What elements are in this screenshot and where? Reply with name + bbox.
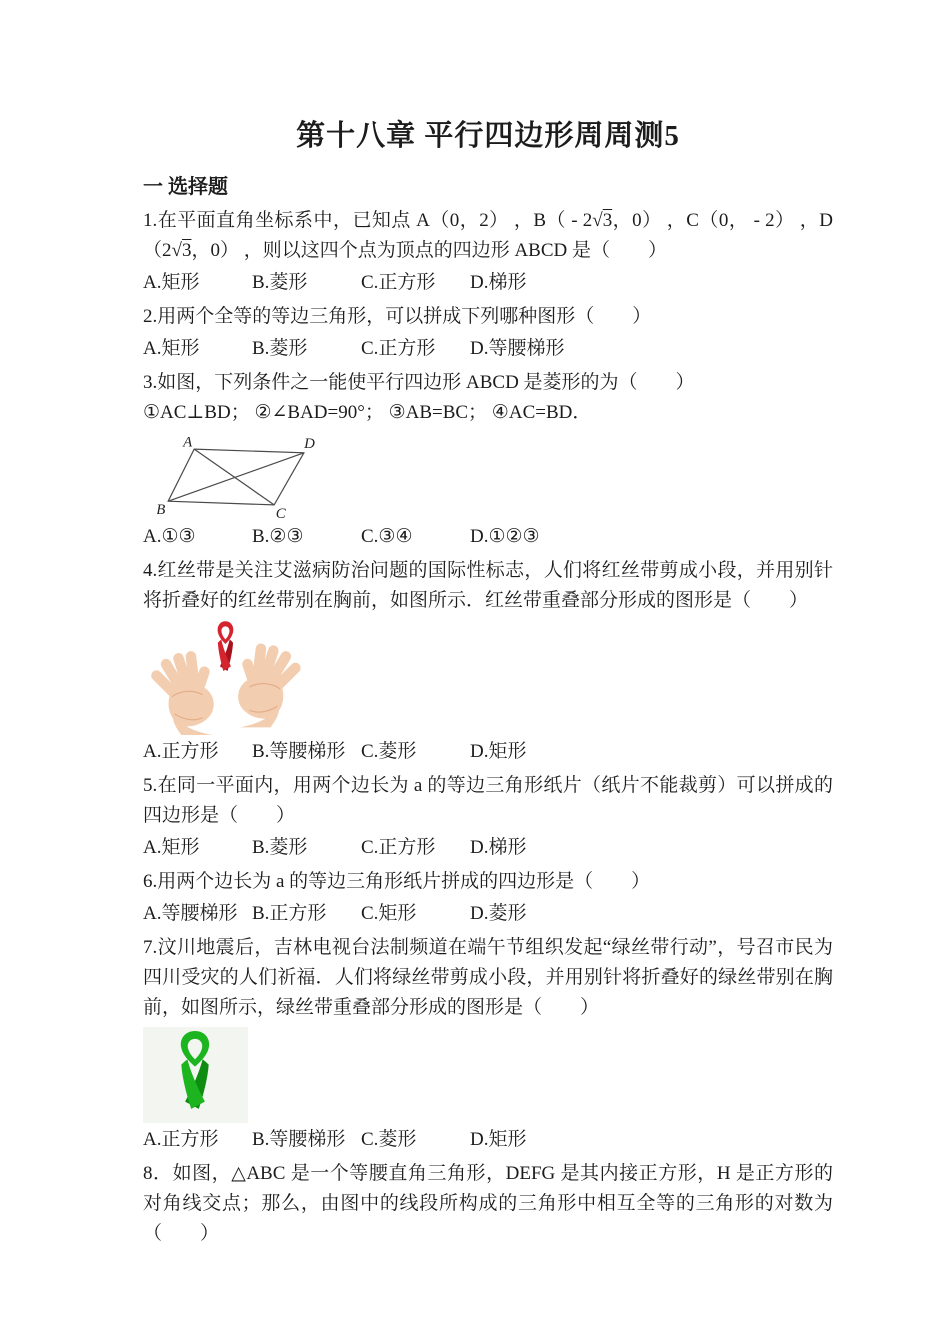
option: B.等腰梯形 xyxy=(252,741,346,762)
question-4-options xyxy=(143,737,833,767)
red-ribbon-hands-image xyxy=(143,620,833,735)
option: C.③④ xyxy=(361,526,413,547)
question-8-text: 8．如图，△ABC 是一个等腰直角三角形，DEFG 是其内接正方形，H 是正方形的对角线交点；那么，由图中的线段所构成的三角形中相互全等的三角形的对数为（ ） xyxy=(143,1163,833,1244)
question-1-options xyxy=(143,268,833,298)
question-3-conditions: ①AC⊥BD； ②∠BAD=90°； ③AB=BC； ④AC=BD． xyxy=(143,402,592,423)
option: B.等腰梯形 xyxy=(252,1129,346,1150)
option: A.等腰梯形 xyxy=(143,903,238,924)
sqrt-sign: √ xyxy=(592,210,603,231)
question-7-text: 7.汶川地震后，吉林电视台法制频道在端午节组织发起“绿丝带行动”，号召市民为四川受灾的人们祈福．人们将绿丝带剪成小段，并用别针将折叠好的绿丝带别在胸前，如图所示，绿丝带重叠部分形成的图形是（ ） xyxy=(143,937,833,1018)
option: B.菱形 xyxy=(252,338,308,359)
question-4-text: 4.红丝带是关注艾滋病防治问题的国际性标志，人们将红丝带剪成小段，并用别针将折叠好的红丝带别在胸前，如图所示．红丝带重叠部分形成的图形是（ ） xyxy=(143,560,833,611)
vertex-label-d: D xyxy=(304,436,315,453)
green-ribbon-image xyxy=(143,1027,833,1123)
question-2-options xyxy=(143,334,833,364)
option: D.梯形 xyxy=(470,272,527,293)
parallelogram-svg xyxy=(157,434,329,520)
hand-left xyxy=(156,656,213,735)
option: D.矩形 xyxy=(470,741,527,762)
question-3-options xyxy=(143,522,833,552)
sqrt-radicand: 3 xyxy=(602,210,613,231)
sqrt-sign: √ xyxy=(171,240,182,261)
option: A.矩形 xyxy=(143,272,200,293)
page-title: 第十八章 平行四边形周周测5 xyxy=(296,120,680,152)
parallelogram-figure xyxy=(157,434,833,520)
option: C.菱形 xyxy=(361,1129,417,1150)
option: D.矩形 xyxy=(470,1129,527,1150)
option: A.①③ xyxy=(143,526,196,547)
option: B.正方形 xyxy=(252,903,327,924)
option: B.菱形 xyxy=(252,837,308,858)
option: C.菱形 xyxy=(361,741,417,762)
option: D.等腰梯形 xyxy=(470,338,565,359)
option: A.正方形 xyxy=(143,1129,219,1150)
option: D.菱形 xyxy=(470,903,527,924)
option: B.②③ xyxy=(252,526,304,547)
vertex-label-b: B xyxy=(157,502,166,519)
option: C.矩形 xyxy=(361,903,417,924)
option: D.①②③ xyxy=(470,526,540,547)
hand-right xyxy=(238,649,295,728)
section-heading: 一 选择题 xyxy=(143,176,228,198)
question-7-options xyxy=(143,1125,833,1155)
red-ribbon-icon xyxy=(218,621,234,671)
vertex-label-c: C xyxy=(275,505,286,520)
option: A.矩形 xyxy=(143,338,200,359)
question-2-text: 2.用两个全等的等边三角形，可以拼成下列哪种图形（ ） xyxy=(143,306,652,327)
vertex-label-a: A xyxy=(183,434,193,451)
option: B.菱形 xyxy=(252,272,308,293)
option: C.正方形 xyxy=(361,837,436,858)
question-5-options xyxy=(143,833,833,863)
question-1-text: 1.在平面直角坐标系中，已知点 A（0，2） ，B（ - 2√3，0） ，C（0， - 2） ，D（2√3，0） ，则以这四个点为顶点的四边形 ABCD 是（ ） xyxy=(143,210,833,261)
question-6-options xyxy=(143,899,833,929)
option: A.矩形 xyxy=(143,837,200,858)
question-5-text: 5.在同一平面内，用两个边长为 a 的等边三角形纸片（纸片不能裁剪）可以拼成的四边形是（ ） xyxy=(143,775,833,826)
option: A.正方形 xyxy=(143,741,219,762)
option: D.梯形 xyxy=(470,837,527,858)
sqrt-radicand: 3 xyxy=(181,240,192,261)
option: C.正方形 xyxy=(361,272,436,293)
option: C.正方形 xyxy=(361,338,436,359)
question-3-text: 3.如图，下列条件之一能使平行四边形 ABCD 是菱形的为（ ） xyxy=(143,372,695,393)
question-6-text: 6.用两个边长为 a 的等边三角形纸片拼成的四边形是（ ） xyxy=(143,871,651,892)
